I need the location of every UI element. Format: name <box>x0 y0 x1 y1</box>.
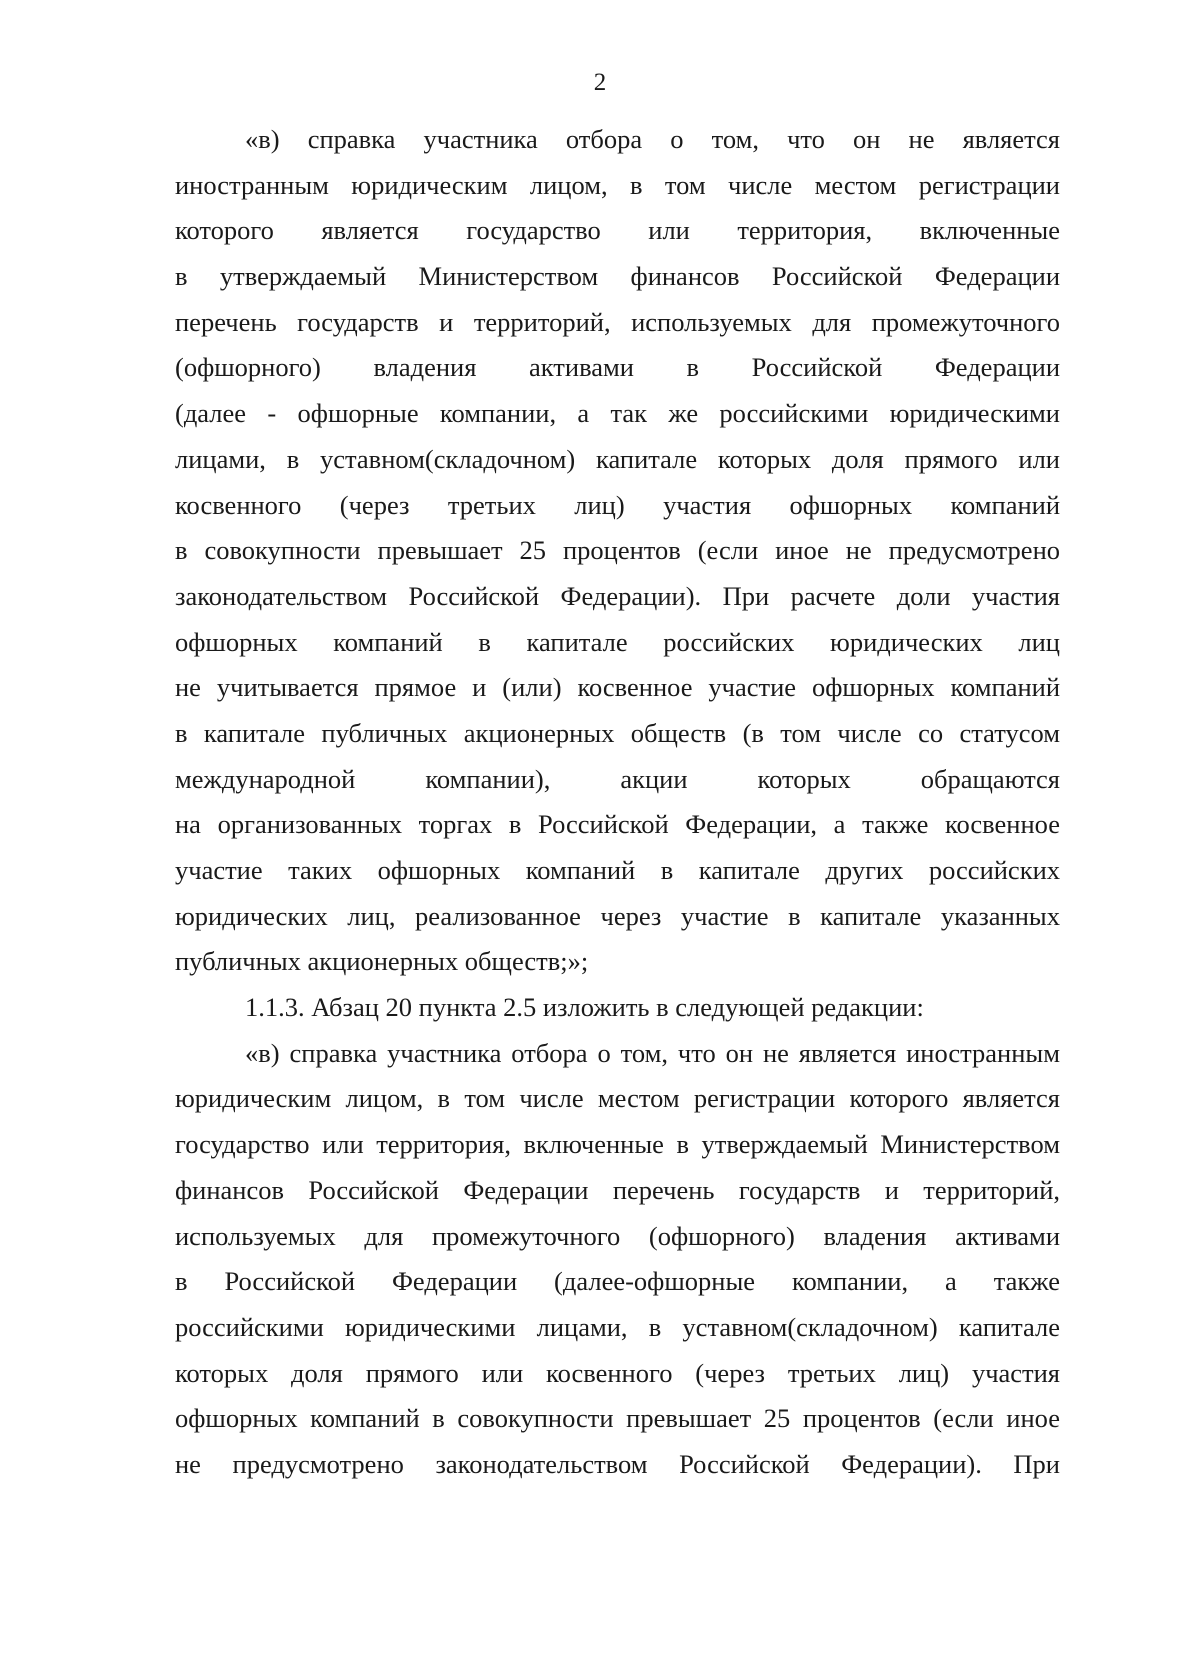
text-line: не предусмотрено законодательством Российской Федерации). При <box>175 1448 1060 1479</box>
text-line: в совокупности превышает 25 процентов (если иное не предусмотрено <box>175 535 1060 566</box>
text-line: используемых для промежуточного (офшорного) владения активами <box>175 1220 1060 1251</box>
text-line: российскими юридическими лицами, в уставном(складочном) капитале <box>175 1311 1060 1342</box>
text-line: (далее - офшорные компании, а так же российскими юридическими <box>175 398 1060 429</box>
paragraph-1 <box>175 117 1060 985</box>
text-line: законодательством Российской Федерации). При расчете доли участия <box>175 580 1060 611</box>
text-line: финансов Российской Федерации перечень государств и территорий, <box>175 1174 1060 1205</box>
text-line: международной компании), акции которых обращаются <box>175 763 1060 794</box>
text-line: лицами, в уставном(складочном) капитале которых доля прямого или <box>175 443 1060 474</box>
text-line: «в) справка участника отбора о том, что он не является иностранным <box>245 1037 1060 1068</box>
text-line: иностранным юридическим лицом, в том числе местом регистрации <box>175 169 1060 200</box>
text-line: на организованных торгах в Российской Федерации, а также косвенное <box>175 809 1060 840</box>
text-line: участие таких офшорных компаний в капитале других российских <box>175 855 1060 885</box>
text-line: (офшорного) владения активами в Российской Федерации <box>175 352 1060 383</box>
text-line: косвенного (через третьих лиц) участия офшорных компаний <box>175 489 1060 520</box>
document-body <box>175 117 1060 1488</box>
text-line: в капитале публичных акционерных обществ (в том числе со статусом <box>175 717 1060 748</box>
text-line: юридическим лицом, в том числе местом регистрации которого является <box>175 1083 1060 1114</box>
paragraph-3 <box>175 1031 1060 1488</box>
text-line: которого является государство или территория, включенные <box>175 215 1060 246</box>
text-line: которых доля прямого или косвенного (через третьих лиц) участия <box>175 1357 1060 1388</box>
text-line: офшорных компаний в совокупности превышает 25 процентов (если иное <box>175 1403 1060 1434</box>
text-line: «в) справка участника отбора о том, что он не является <box>245 124 1060 154</box>
text-line: офшорных компаний в капитале российских юридических лиц <box>175 626 1060 657</box>
page-number: 2 <box>593 69 607 96</box>
text-line: 1.1.3. Абзац 20 пункта 2.5 изложить в следующей редакции: <box>245 992 924 1023</box>
text-line: публичных акционерных обществ;»; <box>175 946 589 977</box>
text-line: юридических лиц, реализованное через участие в капитале указанных <box>175 900 1060 931</box>
text-line: в утверждаемый Министерством финансов Российской Федерации <box>175 261 1060 292</box>
paragraph-2 <box>175 985 1060 1031</box>
text-line: не учитывается прямое и (или) косвенное участие офшорных компаний <box>175 672 1060 703</box>
text-line: перечень государств и территорий, используемых для промежуточного <box>175 306 1060 337</box>
text-line: государство или территория, включенные в утверждаемый Министерством <box>175 1129 1060 1160</box>
text-line: в Российской Федерации (далее-офшорные компании, а также <box>175 1266 1060 1297</box>
